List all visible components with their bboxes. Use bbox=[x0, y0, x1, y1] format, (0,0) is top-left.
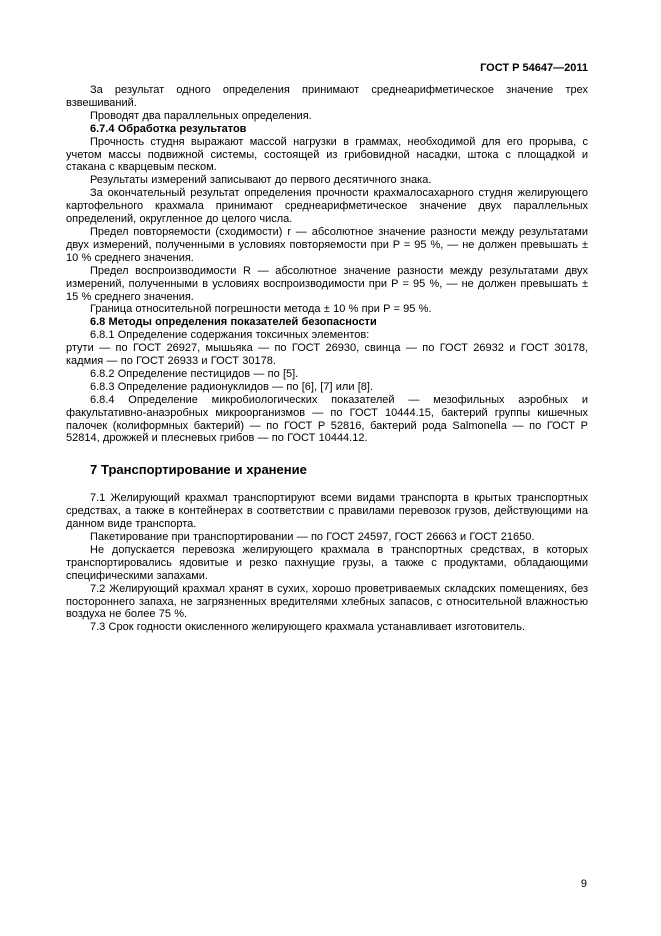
paragraph: 6.8.1 Определение содержания токсичных элементов: bbox=[90, 329, 370, 342]
paragraph: ртути — по ГОСТ 26927, мышьяка — по ГОСТ 26930, свинца — по ГОСТ 26932 и ГОСТ 30178, кадмия — по ГОСТ 26933 и ГОСТ 30178. bbox=[66, 342, 588, 368]
paragraph: 7.2 Желирующий крахмал хранят в сухих, хорошо проветриваемых складских помещениях, без постороннего запаха, не загрязненных вредителями хлебных запасов, с относительной влажностью воздуха не более 75 %. bbox=[66, 582, 588, 621]
paragraph: 6.8.2 Определение пестицидов — по [5]. bbox=[90, 367, 299, 380]
paragraph: Не допускается перевозка желирующего крахмала в транспортных средствах, в которых транспортировались ядовитые и резко пахнущие грузы, а также с продуктами, обладающими специфическими запахами. bbox=[66, 543, 588, 582]
paragraph: 7.3 Срок годности окисленного желирующего крахмала устанавливает изготовитель. bbox=[90, 621, 526, 634]
paragraph: За окончательный результат определения прочности крахмалосахарного студня желирующего картофельного крахмала принимают среднеарифметическое значение двух параллельных определений, округленное до целого числа. bbox=[66, 187, 588, 226]
paragraph: 6.8.4 Определение микробиологических показателей — мезофильных аэробных и факультативно-анаэробных микроорганизмов — по ГОСТ 10444.15, бактерий группы кишечных палочек (колиформных бактерий) — по ГОСТ Р 52816, бактерий рода Salmonella — по ГОСТ Р 52814, дрожжей и плесневых грибов — по ГОСТ 10444.12. bbox=[66, 393, 588, 445]
paragraph: За результат одного определения принимают среднеарифметическое значение трех взвешиваний. bbox=[66, 84, 588, 109]
paragraph: Пакетирование при транспортировании — по ГОСТ 24597, ГОСТ 26663 и ГОСТ 21650. bbox=[90, 531, 535, 543]
paragraph: Прочность студня выражают массой нагрузки в граммах, необходимой для его прорыва, с учетом массы подвижной системы, состоящей из грибовидной насадки, штока с площадкой и стакана с кварцевым песком. bbox=[66, 135, 588, 174]
paragraph: Граница относительной погрешности метода ± 10 % при P = 95 %. bbox=[90, 303, 432, 316]
doc-number: ГОСТ Р 54647—2011 bbox=[480, 62, 588, 74]
subsection-heading: 6.8 Методы определения показателей безопасности bbox=[90, 316, 377, 329]
page-number: 9 bbox=[580, 878, 587, 890]
paragraph: Проводят два параллельных определения. bbox=[90, 109, 312, 122]
paragraph: Предел повторяемости (сходимости) r — абсолютное значение разности между результатами двух измерений, полученными в условиях повторяемости при P = 95 %, — не должен превышать ± 10 % среднего значения. bbox=[66, 225, 588, 264]
document-content bbox=[66, 84, 588, 634]
paragraph: 6.8.3 Определение радионуклидов — по [6], [7] или [8]. bbox=[90, 380, 374, 393]
subsection-heading: 6.7.4 Обработка результатов bbox=[90, 122, 247, 135]
section-heading: 7 Транспортирование и хранение bbox=[90, 462, 307, 478]
paragraph: Результаты измерений записывают до первого десятичного знака. bbox=[90, 174, 432, 187]
paragraph: Предел воспроизводимости R — абсолютное значение разности между результатами двух измерений, полученными в условиях воспроизводимости при P = 95 %, — не должен превышать ± 15 % среднего значения. bbox=[66, 264, 588, 303]
paragraph: 7.1 Желирующий крахмал транспортируют всеми видами транспорта в крытых транспортных средствах, а также в контейнерах в соответствии с правилами перевозок грузов, действующими на данном виде транспорта. bbox=[66, 492, 588, 531]
document-header bbox=[66, 62, 588, 75]
